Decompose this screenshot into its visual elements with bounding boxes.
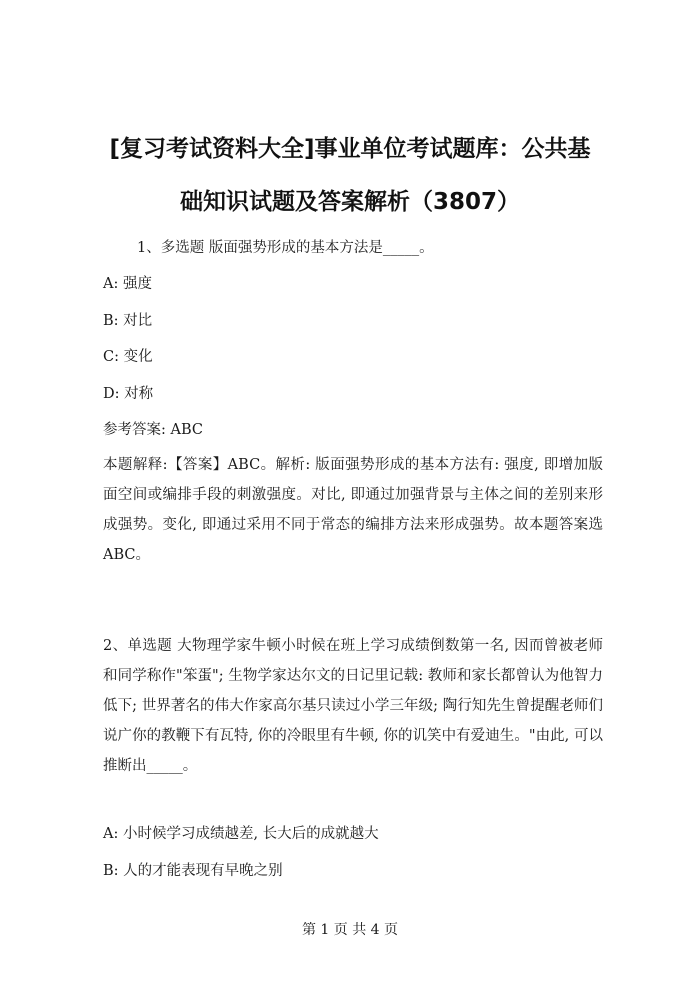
page-footer: 第 1 页 共 4 页	[301, 922, 399, 938]
question-2-option-a: A: 小时候学习成绩越差, 长大后的成就越大	[103, 826, 379, 842]
question-2-option-b: B: 人的才能表现有早晚之别	[103, 863, 283, 879]
question-1-explanation: 本题解释:【答案】ABC。解析: 版面强势形成的基本方法有: 强度, 即增加版面空间或编排手段的刺激强度。对比, 即通过加强背景与主体之间的差别来形成强势。变化, 即通过采用不同于常态的编排方法来形成强势。故本题答案选ABC。	[103, 457, 603, 563]
question-1-option-c: C: 变化	[103, 349, 153, 365]
question-2-stem: 2、单选题 大物理学家牛顿小时候在班上学习成绩倒数第一名, 因而曾被老师和同学称作"笨蛋"; 生物学家达尔文的日记里记载: 教师和家长都曾认为他智力低下; 世界著名的伟大作家高尔基只读过小学三年级; 陶行知先生曾提醒老师们说广你的教鞭下有瓦特, 你的冷眼里有牛顿, 你的讥笑中有爱迪生。"由此, 可以推断出_____。	[103, 638, 603, 774]
document-title-line-1: [复习考试资料大全]事业单位考试题库：公共基	[109, 136, 591, 162]
question-1-option-a: A: 强度	[103, 276, 152, 292]
question-1-option-b: B: 对比	[103, 313, 153, 329]
document-title-line-2: 础知识试题及答案解析（3807）	[179, 189, 520, 215]
question-1-stem: 1、多选题 版面强势形成的基本方法是_____。	[137, 240, 434, 256]
question-1-option-d: D: 对称	[103, 386, 154, 402]
question-1-answer: 参考答案: ABC	[103, 422, 203, 438]
